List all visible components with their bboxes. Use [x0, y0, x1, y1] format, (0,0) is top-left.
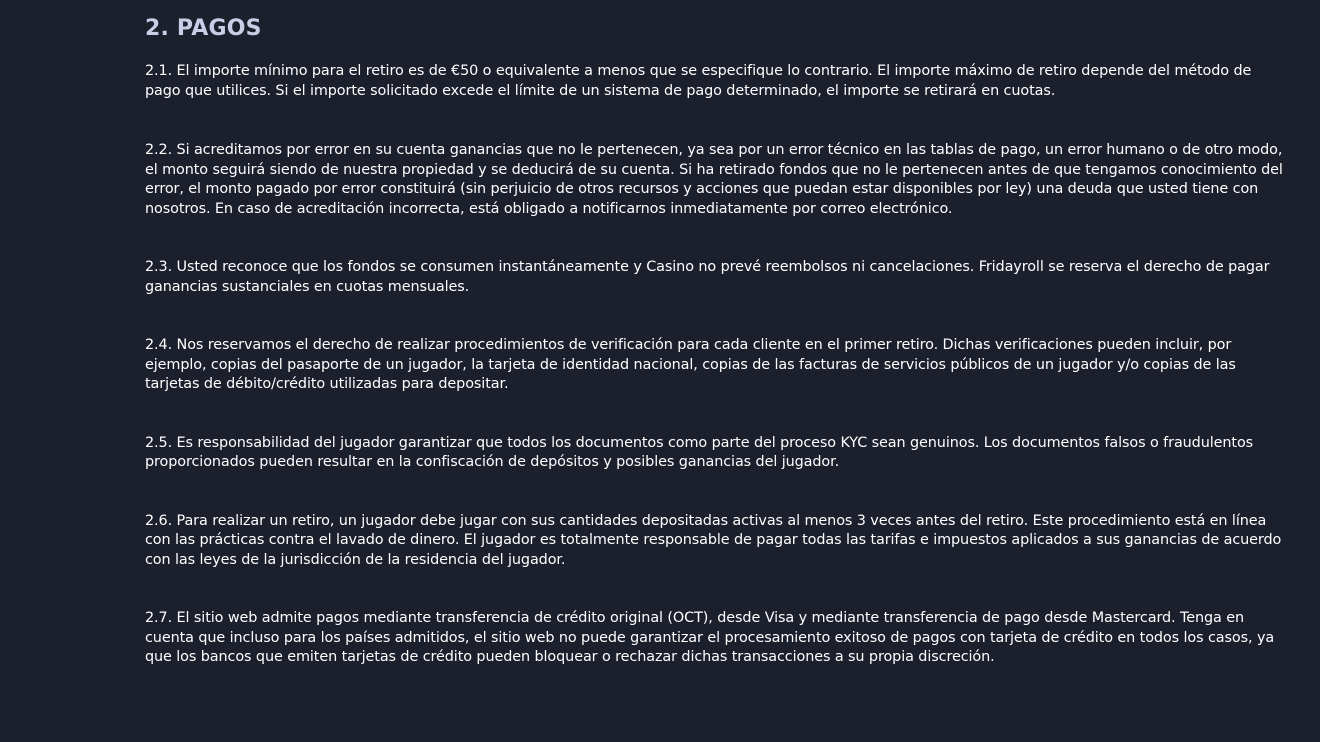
clause-2-5: 2.5. Es responsabilidad del jugador garantizar que todos los documentos como parte del proceso KYC sean genuinos. Los documentos falsos o fraudulentos proporcionados pueden resultar en la confiscación de depósitos y posibles ganancias del jugador.	[145, 434, 1254, 470]
clause-2-6: 2.6. Para realizar un retiro, un jugador debe jugar con sus cantidades depositadas activas al menos 3 veces antes del retiro. Este procedimiento está en línea con las prácticas contra el lavado de dinero. El jugador es totalmente responsable de pagar todas las tarifas e impuestos aplicados a sus ganancias de acuerdo con las leyes de la jurisdicción de la residencia del jugador.	[145, 512, 1282, 568]
section-title: 2. PAGOS	[145, 16, 262, 41]
clause-2-2: 2.2. Si acreditamos por error en su cuenta ganancias que no le pertenecen, ya sea por un error técnico en las tablas de pago, un error humano o de otro modo, el monto seguirá siendo de nuestra propiedad y se deducirá de su cuenta. Si ha retirado fondos que no le pertenecen antes de que tengamos conocimiento del error, el monto pagado por error constituirá (sin perjuicio de otros recursos y acciones que puedan estar disponibles por ley) una deuda que usted tiene con nosotros. En caso de acreditación incorrecta, está obligado a notificarnos inmediatamente por correo electrónico.	[145, 142, 1283, 217]
clause-2-7: 2.7. El sitio web admite pagos mediante transferencia de crédito original (OCT), desde Visa y mediante transferencia de pago desde Mastercard. Tenga en cuenta que incluso para los países admitidos, el sitio web no puede garantizar el procesamiento exitoso de pagos con tarjeta de crédito en todos los casos, ya que los bancos que emiten tarjetas de crédito pueden bloquear o rechazar dichas transacciones a su propia discreción.	[145, 610, 1275, 665]
clause-2-1: 2.1. El importe mínimo para el retiro es de €50 o equivalente a menos que se especifique lo contrario. El importe máximo de retiro depende del método de pago que utilices. Si el importe solicitado excede el límite de un sistema de pago determinado, el importe se retirará en cuotas.	[145, 63, 1252, 99]
clause-2-4: 2.4. Nos reservamos el derecho de realizar procedimientos de verificación para cada cliente en el primer retiro. Dichas verificaciones pueden incluir, por ejemplo, copias del pasaporte de un jugador, la tarjeta de identidad nacional, copias de las facturas de servicios públicos de un jugador y/o copias de las tarjetas de débito/crédito utilizadas para depositar.	[145, 337, 1236, 392]
clause-2-3: 2.3. Usted reconoce que los fondos se consumen instantáneamente y Casino no prevé reembolsos ni cancelaciones. Fridayroll se reserva el derecho de pagar ganancias sustanciales en cuotas mensuales.	[145, 259, 1270, 295]
terms-section-payments	[145, 15, 1285, 668]
